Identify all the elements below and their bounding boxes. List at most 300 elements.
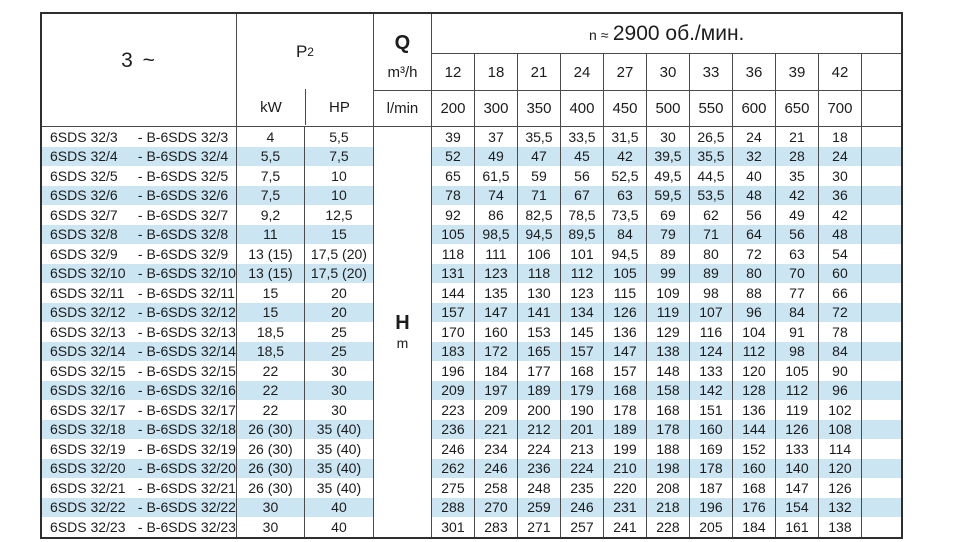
head-value-cell: 112 — [732, 342, 775, 362]
head-value-cell: 120 — [732, 361, 775, 381]
head-value-cell: 123 — [560, 283, 603, 303]
head-value-cell: 98 — [689, 283, 732, 303]
table-body — [41, 127, 902, 538]
model-secondary: - B-6SDS 32/13 — [137, 323, 236, 340]
p2-label: P 2 — [295, 42, 314, 61]
head-value-cell: 94,5 — [517, 225, 560, 245]
hp-value-cell: 5,5 — [304, 127, 373, 147]
empty-cell — [861, 322, 902, 342]
model-cell — [41, 342, 236, 362]
model-primary: 6SDS 32/23 — [50, 518, 126, 535]
flow-lmin-cell: 400 — [560, 91, 603, 127]
table-row — [41, 127, 902, 147]
head-value-cell: 169 — [689, 439, 732, 459]
head-value-cell: 48 — [732, 186, 775, 206]
table-row — [41, 361, 902, 381]
head-value-cell: 105 — [775, 361, 818, 381]
model-primary: 6SDS 32/21 — [50, 479, 126, 496]
table-row — [41, 225, 902, 245]
empty-cell — [861, 225, 902, 245]
model-secondary: - B-6SDS 32/8 — [137, 226, 229, 243]
head-value-cell: 115 — [603, 283, 646, 303]
head-value-cell: 21 — [775, 127, 818, 147]
model-secondary: - B-6SDS 32/15 — [137, 362, 236, 379]
model-cell — [41, 186, 236, 206]
head-value-cell: 184 — [732, 517, 775, 538]
head-value-cell: 45 — [560, 147, 603, 167]
empty-cell — [861, 127, 902, 147]
head-value-cell: 179 — [560, 381, 603, 401]
head-value-cell: 160 — [732, 459, 775, 479]
table-row — [41, 244, 902, 264]
head-value-cell: 168 — [732, 478, 775, 498]
head-value-cell: 140 — [775, 459, 818, 479]
head-value-cell: 161 — [775, 517, 818, 538]
head-value-cell: 208 — [646, 478, 689, 498]
head-value-cell: 49 — [775, 205, 818, 225]
head-value-cell: 129 — [646, 322, 689, 342]
head-value-cell: 107 — [689, 303, 732, 323]
model-secondary: - B-6SDS 32/10 — [137, 265, 236, 282]
table-row — [41, 478, 902, 498]
model-secondary: - B-6SDS 32/11 — [137, 284, 235, 301]
table-row — [41, 283, 902, 303]
flow-lmin-cell: 500 — [646, 91, 689, 127]
head-value-cell: 209 — [431, 381, 474, 401]
head-value-cell: 116 — [689, 322, 732, 342]
head-value-cell: 210 — [603, 459, 646, 479]
empty-cell — [861, 420, 902, 440]
kw-value-cell: 7,5 — [236, 166, 304, 186]
model-secondary: - B-6SDS 32/19 — [137, 440, 236, 457]
head-value-cell: 168 — [560, 361, 603, 381]
head-value-cell: 130 — [517, 283, 560, 303]
kw-value-cell: 26 (30) — [236, 420, 304, 440]
speed-header-cell — [431, 13, 902, 54]
flow-lmin-cell: 200 — [431, 91, 474, 127]
hp-value-cell: 12,5 — [304, 205, 373, 225]
head-value-cell: 145 — [560, 322, 603, 342]
head-value-cell: 147 — [603, 342, 646, 362]
head-value-cell: 248 — [517, 478, 560, 498]
head-value-cell: 54 — [818, 244, 861, 264]
head-value-cell: 141 — [517, 303, 560, 323]
head-value-cell: 288 — [431, 498, 474, 518]
empty-cell — [861, 459, 902, 479]
model-cell — [41, 303, 236, 323]
flow-lmin-cell: 700 — [818, 91, 861, 127]
flow-m3h-cell: 21 — [517, 54, 560, 91]
head-value-cell: 60 — [818, 264, 861, 284]
head-value-cell: 36 — [818, 186, 861, 206]
head-value-cell: 98 — [775, 342, 818, 362]
kw-value-cell: 30 — [236, 517, 304, 538]
head-value-cell: 106 — [517, 244, 560, 264]
head-value-cell: 123 — [474, 264, 517, 284]
flow-m3h-cell: 39 — [775, 54, 818, 91]
q-header-cell — [373, 13, 431, 91]
head-value-cell: 71 — [517, 186, 560, 206]
head-value-cell: 74 — [474, 186, 517, 206]
head-value-cell: 224 — [517, 439, 560, 459]
model-cell — [41, 498, 236, 518]
head-value-cell: 66 — [818, 283, 861, 303]
model-secondary: - B-6SDS 32/17 — [137, 401, 236, 418]
empty-cell — [861, 303, 902, 323]
hp-value-cell: 25 — [304, 342, 373, 362]
flow-unit-m3h: m³/h — [387, 63, 418, 81]
head-value-cell: 89,5 — [560, 225, 603, 245]
head-value-cell: 158 — [646, 381, 689, 401]
model-primary: 6SDS 32/18 — [50, 421, 126, 438]
head-value-cell: 124 — [689, 342, 732, 362]
head-value-cell: 172 — [474, 342, 517, 362]
empty-cell — [861, 478, 902, 498]
head-value-cell: 35 — [775, 166, 818, 186]
flow-m3h-cell: 36 — [732, 54, 775, 91]
flow-m3h-cell — [861, 54, 902, 91]
head-value-cell: 56 — [775, 225, 818, 245]
kw-value-cell: 26 (30) — [236, 459, 304, 479]
head-value-cell: 42 — [603, 147, 646, 167]
table-row — [41, 439, 902, 459]
head-value-cell: 176 — [732, 498, 775, 518]
model-cell — [41, 381, 236, 401]
empty-cell — [861, 205, 902, 225]
hp-value-cell: 30 — [304, 400, 373, 420]
model-primary: 6SDS 32/17 — [50, 401, 126, 418]
model-cell — [41, 478, 236, 498]
head-value-cell: 78 — [431, 186, 474, 206]
head-value-cell: 189 — [517, 381, 560, 401]
flow-lmin-cell: 450 — [603, 91, 646, 127]
head-value-cell: 178 — [646, 420, 689, 440]
model-primary: 6SDS 32/5 — [50, 167, 118, 184]
model-primary: 6SDS 32/6 — [50, 187, 118, 204]
speed-value: 2900 об./мин. — [612, 21, 745, 45]
head-value-cell: 136 — [732, 400, 775, 420]
kw-hp-labels — [237, 89, 373, 125]
head-value-cell: 72 — [732, 244, 775, 264]
head-value-cell: 109 — [646, 283, 689, 303]
head-value-cell: 56 — [732, 205, 775, 225]
head-value-cell: 108 — [818, 420, 861, 440]
model-primary: 6SDS 32/16 — [50, 382, 126, 399]
head-value-cell: 236 — [517, 459, 560, 479]
table-row — [41, 420, 902, 440]
head-value-cell: 105 — [603, 264, 646, 284]
head-value-cell: 65 — [431, 166, 474, 186]
kw-value-cell: 26 (30) — [236, 439, 304, 459]
head-value-cell: 170 — [431, 322, 474, 342]
table-row — [41, 322, 902, 342]
head-value-cell: 148 — [646, 361, 689, 381]
head-value-cell: 18 — [818, 127, 861, 147]
empty-cell — [861, 342, 902, 362]
head-value-cell: 72 — [818, 303, 861, 323]
head-value-cell: 142 — [689, 381, 732, 401]
head-value-cell: 59,5 — [646, 186, 689, 206]
head-value-cell: 89 — [646, 244, 689, 264]
head-value-cell: 152 — [732, 439, 775, 459]
head-value-cell: 37 — [474, 127, 517, 147]
flow-lmin-cell: 350 — [517, 91, 560, 127]
head-value-cell: 80 — [689, 244, 732, 264]
head-value-cell: 49,5 — [646, 166, 689, 186]
model-cell — [41, 459, 236, 479]
head-value-cell: 52,5 — [603, 166, 646, 186]
head-value-cell: 154 — [775, 498, 818, 518]
head-value-cell: 138 — [646, 342, 689, 362]
head-value-cell: 246 — [560, 498, 603, 518]
model-primary: 6SDS 32/11 — [50, 284, 125, 301]
kw-value-cell: 22 — [236, 400, 304, 420]
head-value-cell: 84 — [775, 303, 818, 323]
table-row — [41, 303, 902, 323]
model-cell — [41, 205, 236, 225]
flow-unit-lmin: l/min — [373, 91, 431, 127]
head-value-cell: 246 — [431, 439, 474, 459]
head-value-cell: 147 — [474, 303, 517, 323]
head-value-cell: 236 — [431, 420, 474, 440]
table-row — [41, 342, 902, 362]
model-cell — [41, 147, 236, 167]
model-cell — [41, 244, 236, 264]
table-row — [41, 264, 902, 284]
head-value-cell: 178 — [603, 400, 646, 420]
head-value-cell: 112 — [775, 381, 818, 401]
head-value-cell: 241 — [603, 517, 646, 538]
head-value-cell: 220 — [603, 478, 646, 498]
head-value-cell: 228 — [646, 517, 689, 538]
hp-value-cell: 30 — [304, 381, 373, 401]
head-value-cell: 64 — [732, 225, 775, 245]
head-value-cell: 201 — [560, 420, 603, 440]
model-secondary: - B-6SDS 32/5 — [137, 167, 229, 184]
head-value-cell: 42 — [775, 186, 818, 206]
head-value-cell: 223 — [431, 400, 474, 420]
flow-m3h-cell: 27 — [603, 54, 646, 91]
table-row — [41, 400, 902, 420]
head-value-cell: 26,5 — [689, 127, 732, 147]
head-value-cell: 118 — [431, 244, 474, 264]
table-header — [41, 13, 902, 127]
head-value-cell: 136 — [603, 322, 646, 342]
hp-value-cell: 35 (40) — [304, 439, 373, 459]
head-value-cell: 35,5 — [689, 147, 732, 167]
head-value-cell: 177 — [517, 361, 560, 381]
kw-value-cell: 9,2 — [236, 205, 304, 225]
kw-value-cell: 26 (30) — [236, 478, 304, 498]
head-column-cell — [373, 127, 431, 538]
head-value-cell: 70 — [775, 264, 818, 284]
head-value-cell: 168 — [646, 400, 689, 420]
head-value-cell: 132 — [818, 498, 861, 518]
head-value-cell: 61,5 — [474, 166, 517, 186]
head-value-cell: 67 — [560, 186, 603, 206]
head-value-cell: 283 — [474, 517, 517, 538]
head-value-cell: 153 — [517, 322, 560, 342]
head-value-cell: 133 — [775, 439, 818, 459]
flow-m3h-cell: 24 — [560, 54, 603, 91]
head-value-cell: 102 — [818, 400, 861, 420]
pump-performance-table — [40, 12, 903, 539]
head-value-cell: 86 — [474, 205, 517, 225]
head-value-cell: 234 — [474, 439, 517, 459]
header-row-1 — [41, 13, 902, 54]
head-value-cell: 114 — [818, 439, 861, 459]
head-value-cell: 271 — [517, 517, 560, 538]
hp-value-cell: 35 (40) — [304, 420, 373, 440]
table-row — [41, 381, 902, 401]
head-value-cell: 47 — [517, 147, 560, 167]
head-value-cell: 69 — [646, 205, 689, 225]
model-primary: 6SDS 32/4 — [50, 148, 118, 165]
empty-cell — [861, 400, 902, 420]
head-value-cell: 62 — [689, 205, 732, 225]
head-value-cell: 270 — [474, 498, 517, 518]
head-value-cell: 221 — [474, 420, 517, 440]
head-value-cell: 42 — [818, 205, 861, 225]
flow-lmin-cell: 600 — [732, 91, 775, 127]
hp-value-cell: 17,5 (20) — [304, 264, 373, 284]
head-value-cell: 84 — [603, 225, 646, 245]
speed-prefix: n ≈ — [589, 26, 609, 43]
flow-lmin-cell: 650 — [775, 91, 818, 127]
model-cell — [41, 225, 236, 245]
head-value-cell: 126 — [775, 420, 818, 440]
head-value-cell: 157 — [560, 342, 603, 362]
kw-value-cell: 22 — [236, 361, 304, 381]
head-value-cell: 131 — [431, 264, 474, 284]
empty-cell — [861, 283, 902, 303]
head-value-cell: 94,5 — [603, 244, 646, 264]
flow-m3h-cell: 33 — [689, 54, 732, 91]
head-value-cell: 246 — [474, 459, 517, 479]
hp-label: HP — [305, 89, 373, 125]
model-cell — [41, 361, 236, 381]
table-row — [41, 147, 902, 167]
head-value-cell: 53,5 — [689, 186, 732, 206]
head-value-cell: 91 — [775, 322, 818, 342]
hp-value-cell: 35 (40) — [304, 459, 373, 479]
p2-header-cell — [236, 13, 373, 127]
flow-lmin-cell: 300 — [474, 91, 517, 127]
head-value-cell: 119 — [646, 303, 689, 323]
head-value-cell: 96 — [732, 303, 775, 323]
model-secondary: - B-6SDS 32/7 — [137, 206, 229, 223]
model-cell — [41, 420, 236, 440]
hp-value-cell: 35 (40) — [304, 478, 373, 498]
model-secondary: - B-6SDS 32/20 — [137, 460, 236, 477]
head-unit: m — [396, 335, 409, 352]
head-value-cell: 209 — [474, 400, 517, 420]
head-value-cell: 30 — [646, 127, 689, 147]
model-secondary: - B-6SDS 32/9 — [137, 245, 229, 262]
head-value-cell: 160 — [474, 322, 517, 342]
empty-cell — [861, 186, 902, 206]
model-cell — [41, 439, 236, 459]
head-value-cell: 165 — [517, 342, 560, 362]
model-primary: 6SDS 32/19 — [50, 440, 126, 457]
head-value-cell: 80 — [732, 264, 775, 284]
head-value-cell: 48 — [818, 225, 861, 245]
head-value-cell: 101 — [560, 244, 603, 264]
head-value-cell: 31,5 — [603, 127, 646, 147]
empty-cell — [861, 381, 902, 401]
kw-value-cell: 15 — [236, 303, 304, 323]
hp-value-cell: 10 — [304, 166, 373, 186]
head-value-cell: 112 — [560, 264, 603, 284]
hp-value-cell: 10 — [304, 186, 373, 206]
head-value-cell: 120 — [818, 459, 861, 479]
head-value-cell: 89 — [689, 264, 732, 284]
head-value-cell: 197 — [474, 381, 517, 401]
head-value-cell: 126 — [818, 478, 861, 498]
head-value-cell: 231 — [603, 498, 646, 518]
kw-value-cell: 30 — [236, 498, 304, 518]
head-value-cell: 126 — [603, 303, 646, 323]
head-value-cell: 39,5 — [646, 147, 689, 167]
phase-label: 3 ~ — [121, 49, 157, 72]
phase-header-cell — [41, 13, 236, 127]
empty-cell — [861, 498, 902, 518]
head-value-cell: 118 — [517, 264, 560, 284]
head-value-cell: 39 — [431, 127, 474, 147]
flow-m3h-cell: 18 — [474, 54, 517, 91]
model-cell — [41, 264, 236, 284]
kw-value-cell: 7,5 — [236, 186, 304, 206]
model-primary: 6SDS 32/15 — [50, 362, 126, 379]
kw-value-cell: 18,5 — [236, 342, 304, 362]
head-value-cell: 24 — [818, 147, 861, 167]
head-value-cell: 259 — [517, 498, 560, 518]
hp-value-cell: 15 — [304, 225, 373, 245]
head-value-cell: 183 — [431, 342, 474, 362]
head-value-cell: 77 — [775, 283, 818, 303]
head-value-cell: 275 — [431, 478, 474, 498]
head-value-cell: 84 — [818, 342, 861, 362]
flow-symbol: Q — [394, 31, 411, 54]
head-value-cell: 40 — [732, 166, 775, 186]
table-row — [41, 186, 902, 206]
head-value-cell: 157 — [431, 303, 474, 323]
kw-value-cell: 4 — [236, 127, 304, 147]
model-primary: 6SDS 32/14 — [50, 343, 126, 360]
head-value-cell: 79 — [646, 225, 689, 245]
head-value-cell: 128 — [732, 381, 775, 401]
head-value-cell: 258 — [474, 478, 517, 498]
head-value-cell: 178 — [689, 459, 732, 479]
model-primary: 6SDS 32/10 — [50, 265, 126, 282]
model-primary: 6SDS 32/9 — [50, 245, 118, 262]
head-value-cell: 111 — [474, 244, 517, 264]
model-secondary: - B-6SDS 32/4 — [137, 148, 229, 165]
hp-value-cell: 40 — [304, 498, 373, 518]
head-value-cell: 59 — [517, 166, 560, 186]
head-value-cell: 235 — [560, 478, 603, 498]
model-primary: 6SDS 32/12 — [50, 304, 126, 321]
head-value-cell: 78,5 — [560, 205, 603, 225]
head-value-cell: 190 — [560, 400, 603, 420]
kw-value-cell: 5,5 — [236, 147, 304, 167]
table-row — [41, 498, 902, 518]
head-value-cell: 33,5 — [560, 127, 603, 147]
head-value-cell: 49 — [474, 147, 517, 167]
head-value-cell: 24 — [732, 127, 775, 147]
hp-value-cell: 17,5 (20) — [304, 244, 373, 264]
kw-value-cell: 13 (15) — [236, 264, 304, 284]
